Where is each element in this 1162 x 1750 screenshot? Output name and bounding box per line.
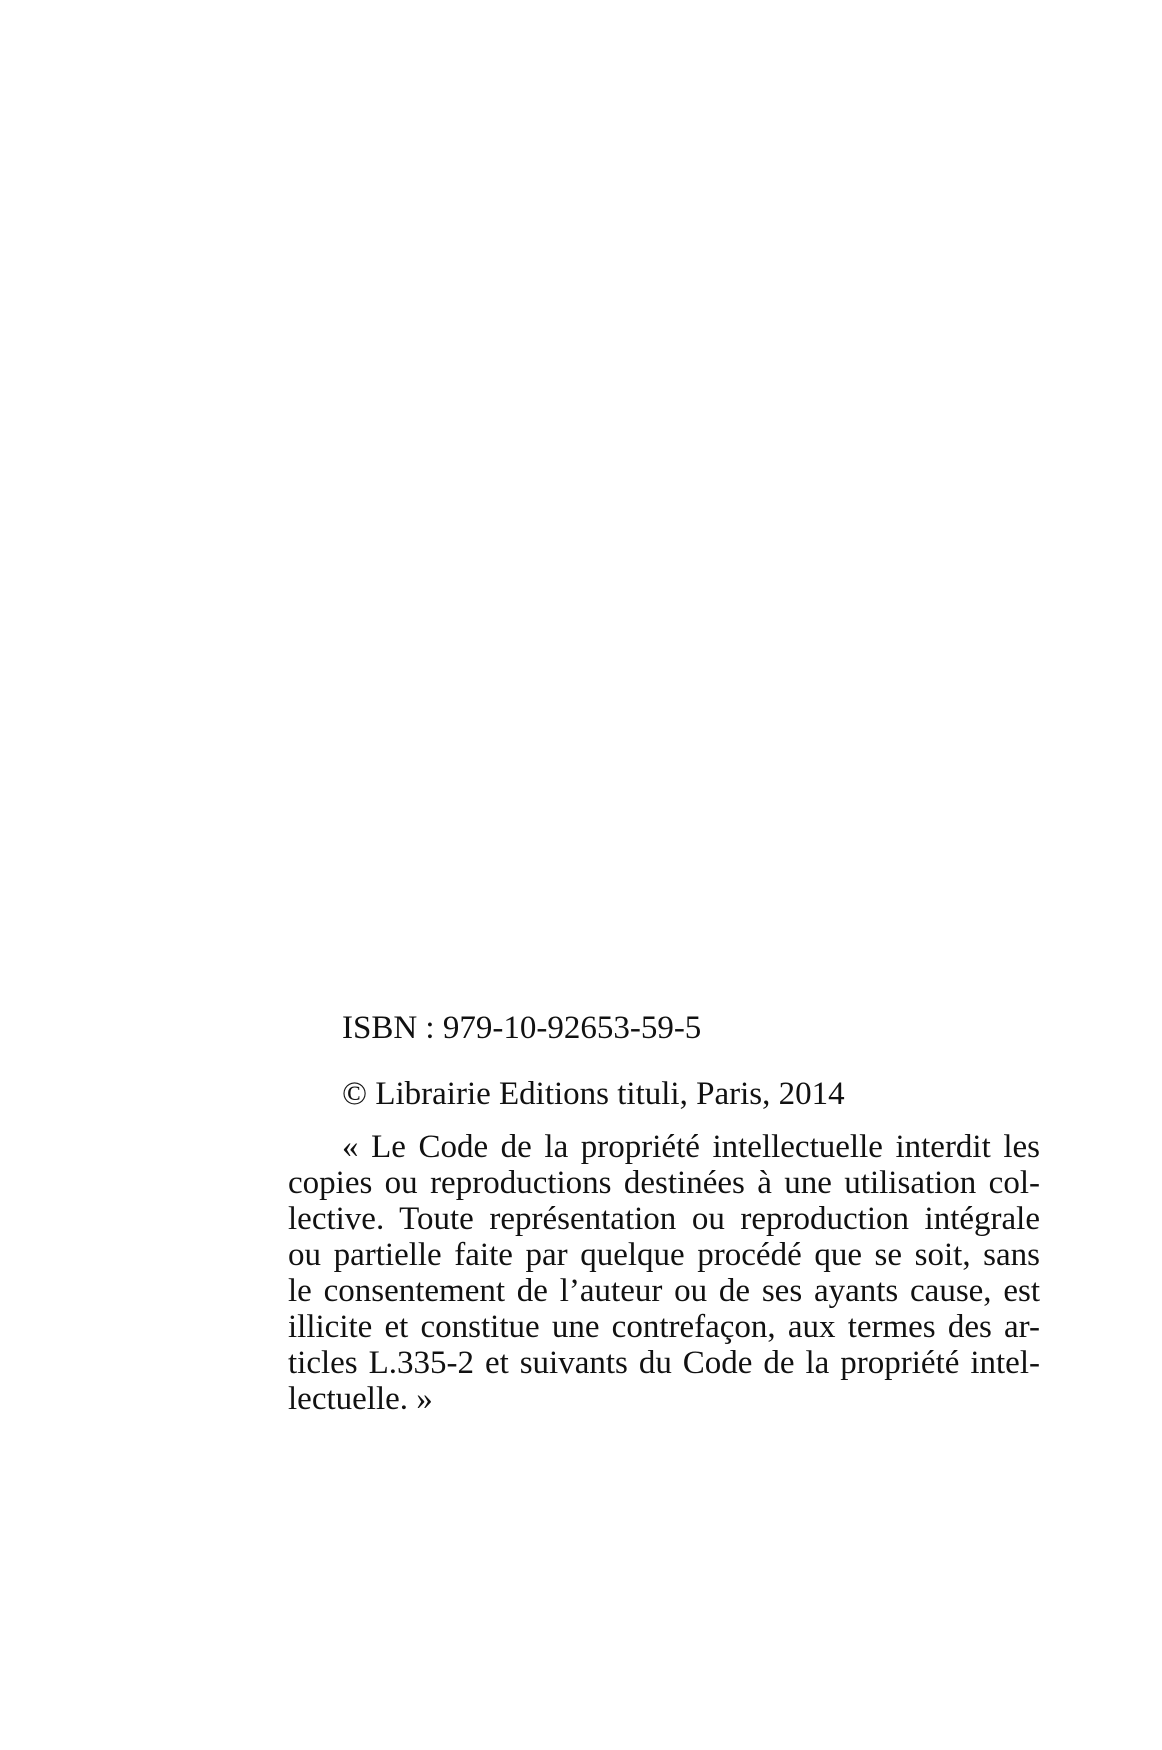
legal-notice-line: lective. Toute représentation ou reproduction intégrale: [288, 1201, 1040, 1237]
isbn-line: ISBN : 979-10-92653-59-5: [342, 1010, 702, 1046]
legal-notice-line: copies ou reproductions destinées à une utilisation col-: [288, 1165, 1040, 1201]
copyright-line: © Librairie Editions tituli, Paris, 2014: [342, 1076, 845, 1112]
legal-notice-line: illicite et constitue une contrefaçon, aux termes des ar-: [288, 1309, 1040, 1345]
legal-notice-line: ou partielle faite par quelque procédé que se soit, sans: [288, 1237, 1040, 1273]
legal-notice-line: « Le Code de la propriété intellectuelle interdit les: [342, 1129, 1040, 1165]
legal-notice: [288, 1129, 1040, 1417]
legal-notice-line: lectuelle. »: [288, 1381, 433, 1417]
legal-notice-line: le consentement de l’auteur ou de ses ayants cause, est: [288, 1273, 1040, 1309]
legal-notice-line: ticles L.335-2 et suivants du Code de la propriété intel-: [288, 1345, 1040, 1381]
